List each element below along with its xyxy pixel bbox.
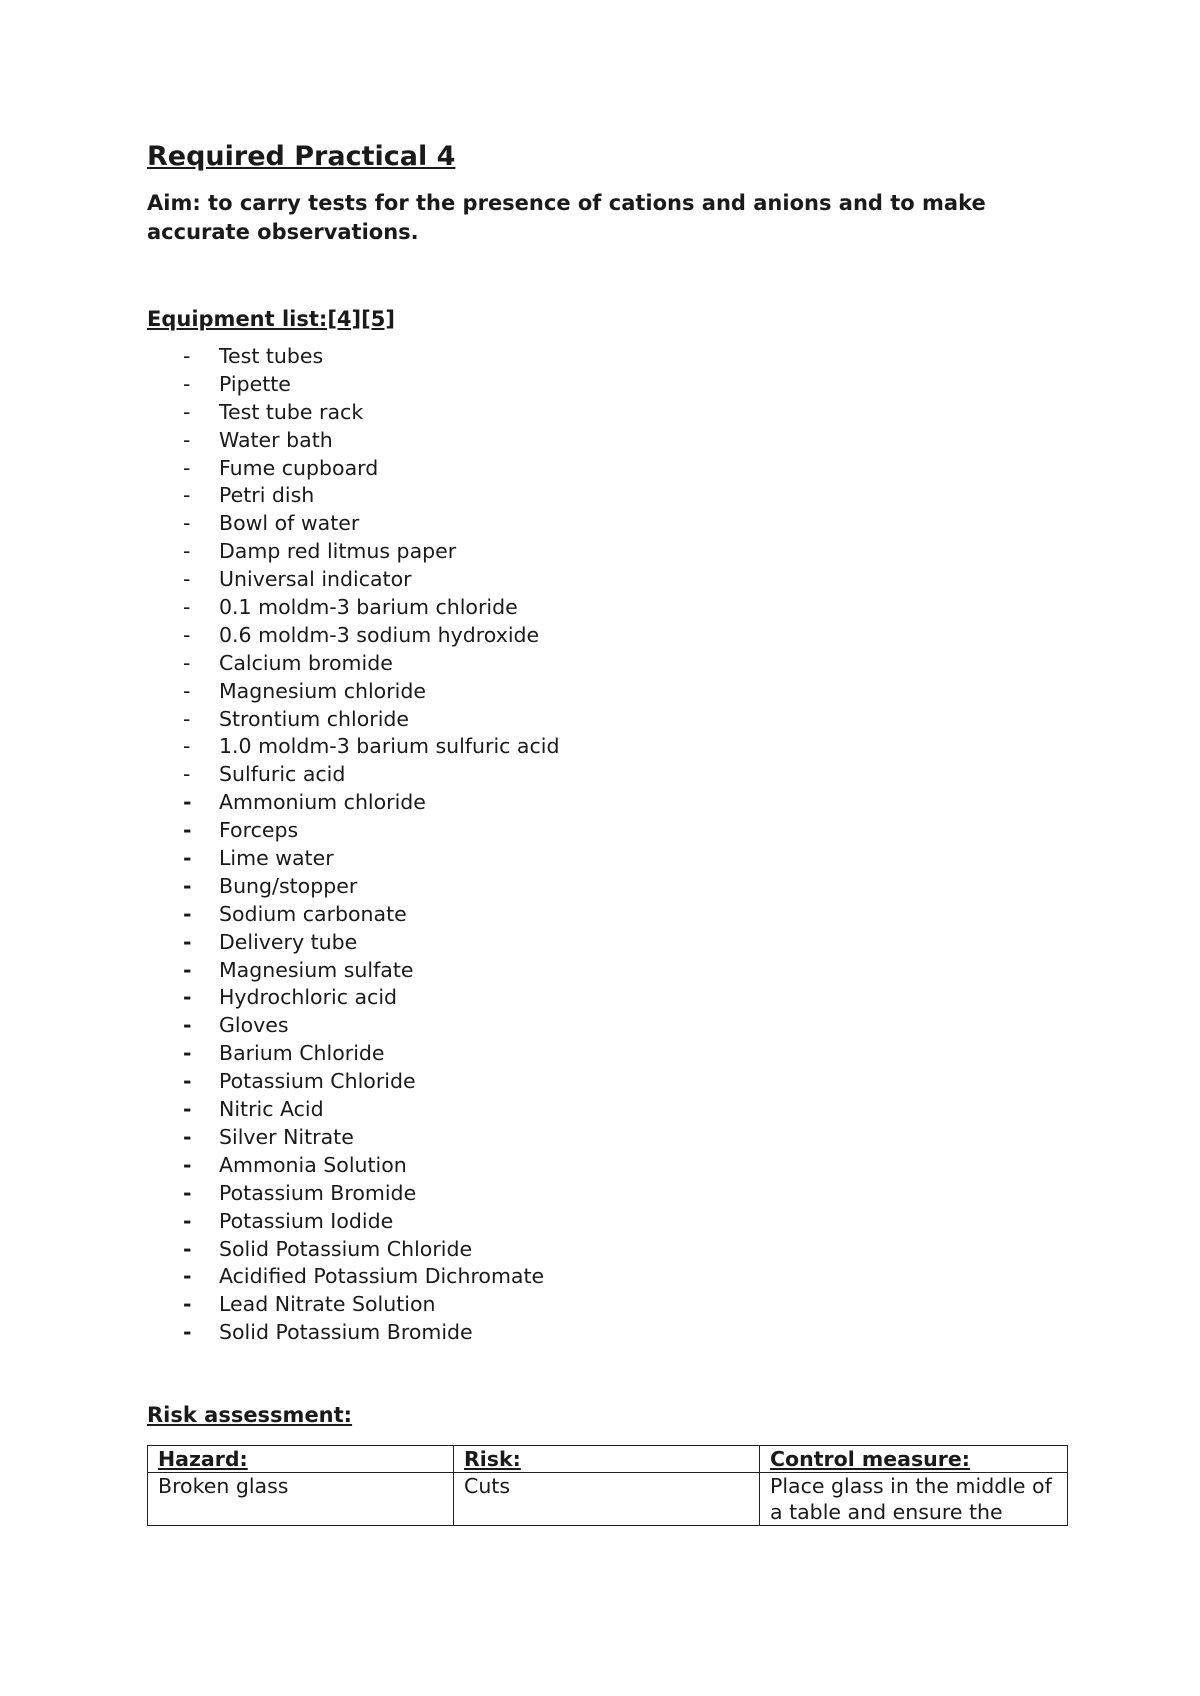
equipment-item-label: Hydrochloric acid: [219, 985, 398, 1010]
equipment-item-label: Magnesium sulfate: [219, 957, 414, 982]
list-item: [147, 761, 1067, 789]
equipment-item-label: Calcium bromide: [219, 650, 393, 675]
list-item: [147, 594, 1067, 622]
equipment-item-label: Lead Nitrate Solution: [219, 1292, 436, 1317]
table-row: [148, 1473, 1068, 1526]
bullet-dash: -: [183, 846, 192, 871]
equipment-item-label: Test tubes: [219, 344, 324, 368]
list-item: [147, 1263, 1067, 1291]
list-item: [147, 706, 1067, 734]
equipment-item-label: Water bath: [219, 427, 333, 452]
bullet-dash: -: [183, 706, 191, 731]
list-item: [147, 817, 1067, 845]
bullet-dash: -: [183, 539, 191, 564]
equipment-item-label: Magnesium chloride: [219, 678, 426, 703]
list-item: [147, 371, 1067, 399]
equipment-item-label: 0.1 moldm-3 barium chloride: [219, 595, 518, 620]
risk-assessment-heading: Risk assessment:: [147, 1403, 353, 1428]
equipment-item-label: Potassium Chloride: [219, 1069, 416, 1094]
list-item: [147, 343, 1067, 371]
equipment-item-label: Nitric Acid: [219, 1097, 324, 1122]
equipment-item-label: Bowl of water: [219, 511, 360, 536]
equipment-list: [147, 343, 1067, 1347]
bullet-dash: -: [183, 762, 191, 787]
list-item: [147, 1068, 1067, 1096]
aim-statement: Aim: to carry tests for the presence of cations and anions and to make accurate observations.: [147, 191, 986, 244]
bullet-dash: -: [183, 1069, 192, 1094]
bullet-dash: -: [183, 1180, 192, 1205]
list-item: [147, 538, 1067, 566]
list-item: [147, 399, 1067, 427]
bullet-dash: -: [183, 1236, 192, 1261]
equipment-item-label: Ammonium chloride: [219, 790, 426, 815]
equipment-item-label: Petri dish: [219, 483, 315, 508]
bullet-dash: -: [183, 790, 192, 815]
equipment-item-label: Ammonia Solution: [219, 1152, 407, 1177]
bullet-dash: -: [183, 344, 191, 368]
bullet-dash: -: [183, 734, 191, 759]
header-control-measure: Control measure:: [760, 1446, 1068, 1473]
bullet-dash: -: [183, 901, 192, 926]
equipment-item-label: Acidified Potassium Dichromate: [219, 1264, 545, 1289]
list-item: [147, 1096, 1067, 1124]
header-hazard: Hazard:: [148, 1446, 454, 1473]
list-item: [147, 1124, 1067, 1152]
list-item: [147, 427, 1067, 455]
bullet-dash: -: [183, 929, 192, 954]
list-item: [147, 510, 1067, 538]
equipment-item-label: Forceps: [219, 818, 299, 843]
risk-table-header-row: [148, 1446, 1068, 1473]
equipment-item-label: Delivery tube: [219, 929, 358, 954]
equipment-item-label: 0.6 moldm-3 sodium hydroxide: [219, 622, 540, 647]
equipment-item-label: Solid Potassium Bromide: [219, 1320, 473, 1345]
equipment-item-label: 1.0 moldm-3 barium sulfuric acid: [219, 734, 560, 759]
list-item: [147, 1152, 1067, 1180]
cell-control-measure: Place glass in the middle of a table and ensure the: [760, 1473, 1068, 1526]
bullet-dash: -: [183, 678, 191, 703]
equipment-item-label: Gloves: [219, 1013, 289, 1038]
bullet-dash: -: [183, 1152, 192, 1177]
equipment-item-label: Sodium carbonate: [219, 901, 407, 926]
list-item: [147, 1180, 1067, 1208]
bullet-dash: -: [183, 622, 191, 647]
list-item: [147, 566, 1067, 594]
list-item: [147, 622, 1067, 650]
list-item: [147, 1236, 1067, 1264]
equipment-item-label: Barium Chloride: [219, 1041, 385, 1066]
list-item: [147, 455, 1067, 483]
list-item: [147, 650, 1067, 678]
bullet-dash: -: [183, 1292, 192, 1317]
list-item: [147, 845, 1067, 873]
risk-table: [147, 1445, 1068, 1526]
list-item: [147, 1012, 1067, 1040]
list-item: [147, 1291, 1067, 1319]
bullet-dash: -: [183, 650, 191, 675]
bullet-dash: -: [183, 957, 192, 982]
bullet-dash: -: [183, 371, 191, 396]
document-page: [147, 140, 1067, 1526]
bullet-dash: -: [183, 483, 191, 508]
bullet-dash: -: [183, 595, 191, 620]
equipment-item-label: Potassium Iodide: [219, 1208, 394, 1233]
bullet-dash: -: [183, 818, 192, 843]
list-item: [147, 873, 1067, 901]
bullet-dash: -: [183, 1264, 192, 1289]
equipment-item-label: Strontium chloride: [219, 706, 410, 731]
list-item: [147, 957, 1067, 985]
bullet-dash: -: [183, 1097, 192, 1122]
list-item: [147, 984, 1067, 1012]
equipment-item-label: Bung/stopper: [219, 873, 358, 898]
bullet-dash: -: [183, 1041, 192, 1066]
bullet-dash: -: [183, 567, 191, 592]
equipment-item-label: Sulfuric acid: [219, 762, 346, 787]
list-item: [147, 1040, 1067, 1068]
bullet-dash: -: [183, 427, 191, 452]
bullet-dash: -: [183, 1124, 192, 1149]
bullet-dash: -: [183, 511, 191, 536]
equipment-item-label: Potassium Bromide: [219, 1180, 417, 1205]
equipment-item-label: Lime water: [219, 846, 334, 871]
bullet-dash: -: [183, 399, 191, 424]
equipment-item-label: Test tube rack: [219, 399, 364, 424]
equipment-item-label: Silver Nitrate: [219, 1124, 354, 1149]
list-item: [147, 482, 1067, 510]
bullet-dash: -: [183, 873, 192, 898]
equipment-item-label: Damp red litmus paper: [219, 539, 457, 564]
list-item: [147, 678, 1067, 706]
bullet-dash: -: [183, 455, 191, 480]
bullet-dash: -: [183, 1013, 192, 1038]
list-item: [147, 789, 1067, 817]
list-item: [147, 901, 1067, 929]
equipment-item-label: Solid Potassium Chloride: [219, 1236, 473, 1261]
page-title: Required Practical 4: [147, 141, 456, 172]
equipment-item-label: Universal indicator: [219, 567, 412, 592]
cell-hazard: Broken glass: [148, 1473, 454, 1526]
header-risk: Risk:: [454, 1446, 760, 1473]
cell-risk: Cuts: [454, 1473, 760, 1526]
list-item: [147, 929, 1067, 957]
list-item: [147, 733, 1067, 761]
equipment-heading: Equipment list:[4][5]: [147, 307, 395, 331]
list-item: [147, 1319, 1067, 1347]
bullet-dash: -: [183, 985, 192, 1010]
equipment-item-label: Fume cupboard: [219, 455, 379, 480]
list-item: [147, 1208, 1067, 1236]
equipment-item-label: Pipette: [219, 371, 291, 396]
bullet-dash: -: [183, 1320, 192, 1345]
bullet-dash: -: [183, 1208, 192, 1233]
